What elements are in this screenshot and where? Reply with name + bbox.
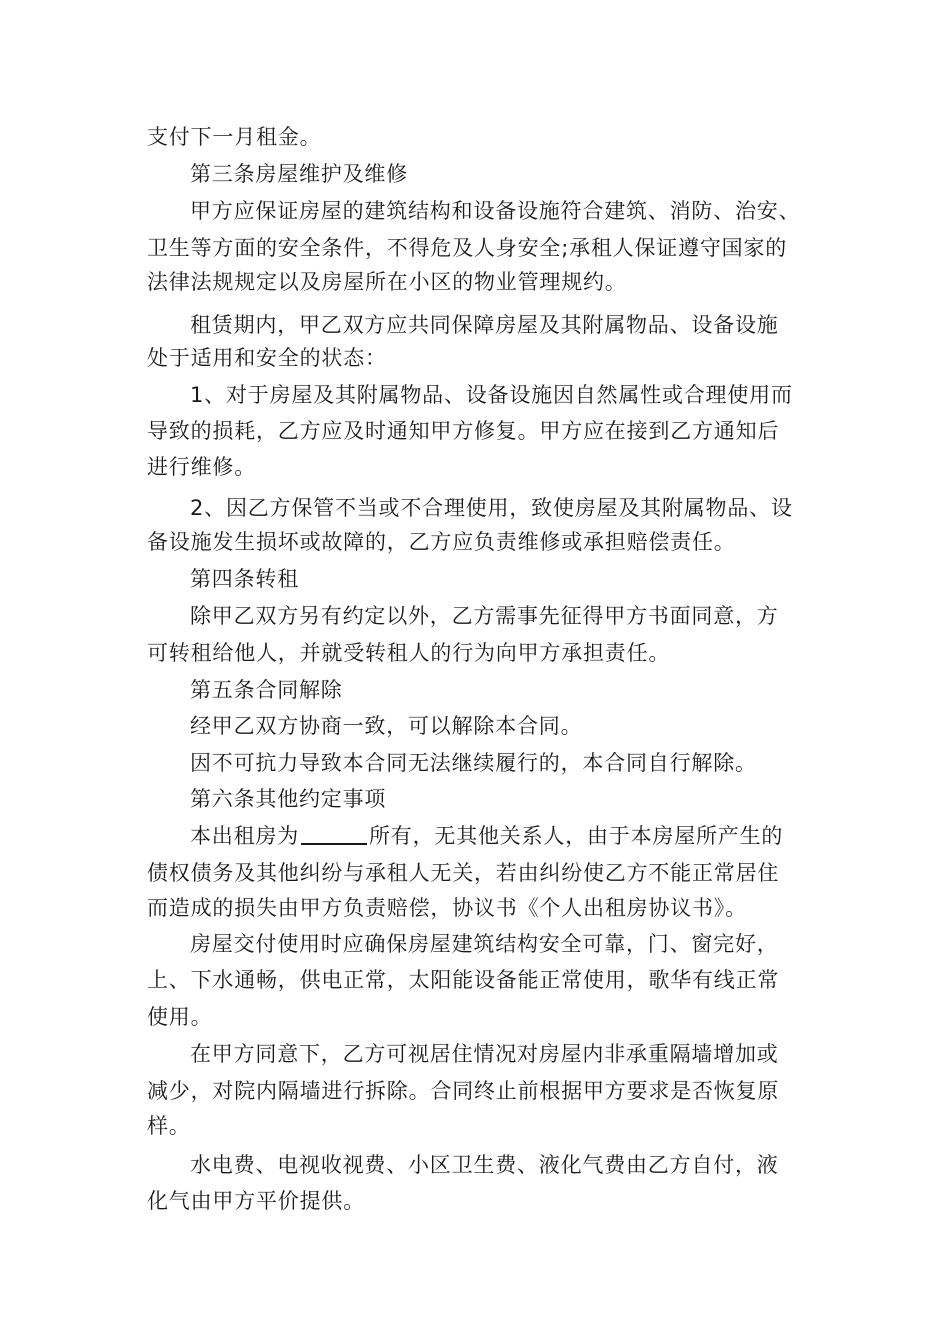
text-line: 在甲方同意下，乙方可视居住情况对房屋内非承重隔墙增加或 — [190, 1042, 779, 1066]
text-line: 进行维修。 — [147, 455, 256, 479]
text-line: 债权债务及其他纠纷与承租人无关，若由纠纷使乙方不能正常居住 — [147, 861, 780, 885]
text-line: 使用。 — [147, 1005, 213, 1029]
text-line: 2、因乙方保管不当或不合理使用，致使房屋及其附属物品、设 — [190, 496, 793, 520]
text-line: 水电费、电视收视费、小区卫生费、液化气费由乙方自付，液 — [190, 1153, 779, 1177]
section-heading: 第四条转租 — [190, 567, 299, 591]
text-line: 经甲乙双方协商一致，可以解除本合同。 — [190, 714, 583, 738]
text-line: 上、下水通畅，供电正常，太阳能设备能正常使用，歌华有线正常 — [147, 968, 780, 992]
section-heading: 第三条房屋维护及维修 — [190, 162, 408, 186]
text-line: 房屋交付使用时应确保房屋建筑结构安全可靠，门、窗完好， — [190, 932, 779, 956]
text-line: 化气由甲方平价提供。 — [147, 1189, 365, 1213]
text-line: 导致的损耗，乙方应及时通知甲方修复。甲方应在接到乙方通知后 — [147, 419, 780, 443]
section-heading: 第六条其他约定事项 — [190, 787, 387, 811]
text-line: 1、对于房屋及其附属物品、设备设施因自然属性或合理使用而 — [190, 383, 793, 407]
text-line: 法律法规规定以及房屋所在小区的物业管理规约。 — [147, 270, 627, 294]
text-line: 可转租给他人，并就受转租人的行为向甲方承担责任。 — [147, 641, 671, 665]
text-line: 除甲乙双方另有约定以外，乙方需事先征得甲方书面同意，方 — [190, 604, 779, 628]
text-line: 样。 — [147, 1114, 191, 1138]
text-line: 减少，对院内隔墙进行拆除。合同终止前根据甲方要求是否恢复原 — [147, 1079, 780, 1103]
text-segment: 所有，无其他关系人，由于本房屋所产生的 — [369, 824, 784, 848]
text-line: 备设施发生损坏或故障的，乙方应负责维修或承担赔偿责任。 — [147, 530, 736, 554]
text-line: 因不可抗力导致本合同无法继续履行的，本合同自行解除。 — [190, 751, 757, 775]
text-line: 租赁期内，甲乙双方应共同保障房屋及其附属物品、设备设施 — [190, 313, 779, 337]
section-heading: 第五条合同解除 — [190, 678, 343, 702]
text-line: 支付下一月租金。 — [147, 125, 322, 149]
text-line — [190, 821, 783, 851]
text-line: 甲方应保证房屋的建筑结构和设备设施符合建筑、消防、治安、 — [190, 199, 801, 223]
text-line: 而造成的损失由甲方负责赔偿，协议书《个人出租房协议书》。 — [147, 896, 747, 920]
fill-in-blank — [301, 823, 367, 845]
text-line: 处于适用和安全的状态： — [147, 346, 387, 370]
text-line: 卫生等方面的安全条件，不得危及人身安全;承租人保证遵守国家的 — [147, 236, 788, 260]
text-segment: 本出租房为 — [190, 824, 299, 848]
